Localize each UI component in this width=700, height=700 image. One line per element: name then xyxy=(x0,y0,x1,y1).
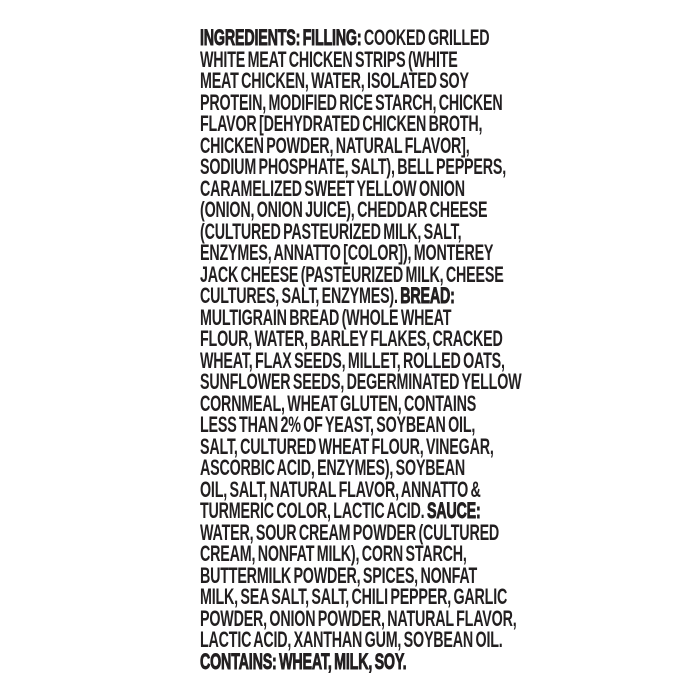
ingredients-text: MILK, SEA SALT, SALT, CHILI PEPPER, GARLIC xyxy=(200,584,508,609)
ingredients-line xyxy=(200,132,512,158)
ingredients-text: JACK CHEESE (PASTEURIZED MILK, CHEESE xyxy=(200,261,504,287)
ingredients-text: SALT, CULTURED WHEAT FLOUR, VINEGAR, xyxy=(200,433,494,459)
section-header-text: CONTAINS: WHEAT, MILK, SOY. xyxy=(200,648,407,674)
ingredients-line xyxy=(200,433,512,459)
ingredients-text: SODIUM PHOSPHATE, SALT), BELL PEPPERS, xyxy=(200,154,507,179)
ingredients-text: FLAVOR [DEHYDRATED CHICKEN BROTH, xyxy=(200,111,483,136)
ingredients-line xyxy=(200,328,512,350)
ingredients-line xyxy=(200,156,512,178)
ingredients-line xyxy=(200,500,512,522)
ingredients-line xyxy=(200,648,512,674)
ingredients-line xyxy=(200,27,512,49)
ingredients-text: TURMERIC COLOR, LACTIC ACID. xyxy=(200,498,427,523)
ingredients-text: (ONION, ONION JUICE), CHEDDAR CHEESE xyxy=(200,197,488,222)
ingredients-line xyxy=(200,586,512,608)
ingredients-text: OIL, SALT, NATURAL FLAVOR, ANNATTO & xyxy=(200,476,481,502)
ingredients-text: ENZYMES, ANNATTO [COLOR]), MONTEREY xyxy=(200,240,494,265)
ingredients-line xyxy=(200,199,512,221)
section-header-text: INGREDIENTS: FILLING: xyxy=(200,25,362,50)
ingredients-text: WATER, SOUR CREAM POWDER (CULTURED xyxy=(200,519,500,545)
section-header-text: SAUCE: xyxy=(426,498,481,523)
ingredients-line xyxy=(200,218,512,244)
ingredients-line xyxy=(200,414,512,436)
ingredients-line xyxy=(200,175,512,201)
ingredients-text: CHICKEN POWDER, NATURAL FLAVOR], xyxy=(200,132,470,158)
ingredients-text: POWDER, ONION POWDER, NATURAL FLAVOR, xyxy=(200,605,517,631)
ingredients-line xyxy=(200,113,512,135)
ingredients-line xyxy=(200,369,522,394)
ingredients-label-panel xyxy=(200,27,680,672)
ingredients-line xyxy=(200,347,512,373)
ingredients-text: (CULTURED PASTEURIZED MILK, SALT, xyxy=(200,218,462,244)
ingredients-text: CULTURES, SALT, ENZYMES). xyxy=(200,283,401,308)
ingredients-line xyxy=(200,70,512,92)
ingredients-line xyxy=(200,476,512,502)
ingredients-line xyxy=(200,629,512,651)
ingredients-line xyxy=(200,519,512,545)
ingredients-text: CORNMEAL, WHEAT GLUTEN, CONTAINS xyxy=(200,390,477,416)
ingredients-line xyxy=(200,46,512,72)
ingredients-text: LACTIC ACID, XANTHAN GUM, SOYBEAN OIL. xyxy=(200,627,503,652)
ingredients-text: MEAT CHICKEN, WATER, ISOLATED SOY xyxy=(200,68,469,93)
ingredients-line xyxy=(200,285,512,307)
ingredients-text: WHITE MEAT CHICKEN STRIPS (WHITE xyxy=(200,46,458,72)
ingredients-line xyxy=(200,390,512,416)
ingredients-text: LESS THAN 2% OF YEAST, SOYBEAN OIL, xyxy=(200,412,476,437)
section-header-text: BREAD: xyxy=(400,283,455,308)
ingredients-line xyxy=(200,457,512,479)
ingredients-line xyxy=(200,304,512,330)
ingredients-line xyxy=(200,562,512,588)
ingredients-text: COOKED GRILLED xyxy=(361,25,490,50)
ingredients-text: CARAMELIZED SWEET YELLOW ONION xyxy=(200,175,465,201)
ingredients-text: FLOUR, WATER, BARLEY FLAKES, CRACKED xyxy=(200,326,503,351)
ingredients-text-block xyxy=(200,25,522,674)
ingredients-line xyxy=(200,605,517,631)
ingredients-text: ASCORBIC ACID, ENZYMES), SOYBEAN xyxy=(200,455,466,480)
ingredients-text: SUNFLOWER SEEDS, DEGERMINATED YELLOW xyxy=(200,369,522,394)
ingredients-text: PROTEIN, MODIFIED RICE STARCH, CHICKEN xyxy=(200,89,503,115)
ingredients-line xyxy=(200,261,512,287)
ingredients-text: WHEAT, FLAX SEEDS, MILLET, ROLLED OATS, xyxy=(200,347,505,373)
ingredients-line xyxy=(200,89,512,115)
ingredients-text: MULTIGRAIN BREAD (WHOLE WHEAT xyxy=(200,304,452,330)
ingredients-text: BUTTERMILK POWDER, SPICES, NONFAT xyxy=(200,562,478,588)
ingredients-line xyxy=(200,242,512,264)
ingredients-line xyxy=(200,543,512,565)
ingredients-text: CREAM, NONFAT MILK), CORN STARCH, xyxy=(200,541,467,566)
